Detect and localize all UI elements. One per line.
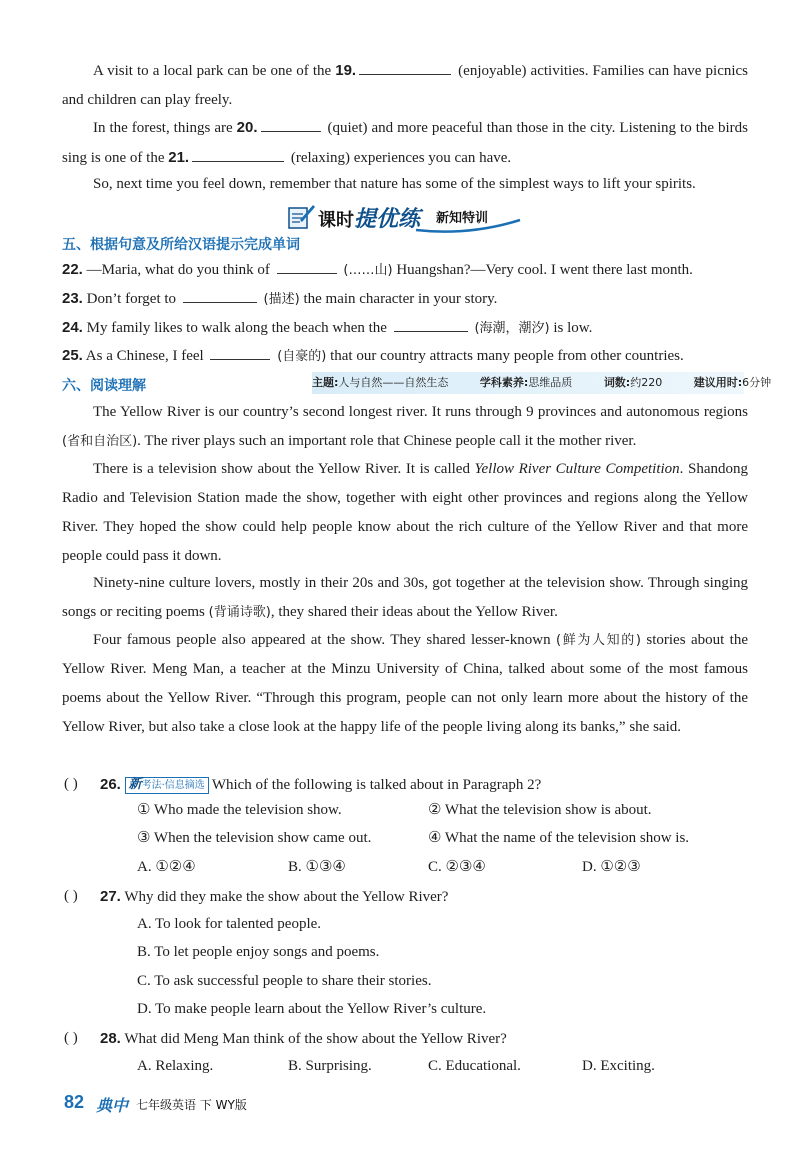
info-label: 主题:	[312, 376, 339, 389]
info-label: 建议用时:	[693, 376, 743, 389]
info-literacy	[480, 376, 586, 389]
answer-blank-19[interactable]	[359, 59, 451, 75]
question-number: 22.	[62, 261, 83, 278]
question-number: 24.	[62, 319, 83, 336]
tag-text: 考法·信息摘选	[141, 780, 205, 792]
option-28-b[interactable]: B. Surprising.	[288, 1058, 372, 1074]
banner-subtitle: 新知特训	[436, 211, 489, 226]
text: As a Chinese, I feel	[85, 348, 204, 364]
question-number: 26.	[100, 776, 121, 793]
text: My family likes to walk along the beach when the	[86, 320, 387, 336]
section-banner	[286, 200, 518, 232]
info-time	[694, 376, 785, 389]
answer-blank-21[interactable]	[192, 146, 284, 162]
show-title: Yellow River Culture Competition	[474, 461, 680, 477]
text: that our country attracts many people from other countries.	[330, 348, 684, 364]
chinese-hint: (……山)	[343, 263, 393, 278]
text: (enjoyable) activities. Families can have picnics and children can play freely.	[62, 63, 749, 108]
text: In the forest, things are	[93, 120, 233, 136]
option-28-a[interactable]: A. Relaxing.	[137, 1058, 214, 1074]
option-28-c[interactable]: C. Educational.	[428, 1058, 521, 1074]
info-theme	[312, 376, 462, 389]
text: the main character in your story.	[303, 291, 498, 307]
text: stories about the Yellow River. Meng Man, a teacher at the Minzu University of China, talked about some of the most famous poems about the Yellow River. “Through this program, people can not only learn more about the history of the Yellow River, but also take a close look at the happy life of the people living along its banks,” she said.	[62, 632, 748, 735]
chinese-hint: (海潮，潮汐)	[474, 321, 550, 336]
text: The Yellow River is our country’s second longest river. It runs through 9 provinces and autonomous regions	[93, 404, 748, 420]
text: is low.	[553, 320, 593, 336]
footer-book-title: 七年级英语 下 WY版	[136, 1098, 247, 1112]
text: A visit to a local park can be one of the	[93, 63, 332, 79]
question-number: 19.	[335, 62, 357, 79]
question-number: 21.	[168, 149, 190, 166]
statement-4: ④ What the name of the television show is.	[428, 830, 690, 846]
info-value: 人与自然——自然生态	[338, 376, 449, 389]
question-number: 28.	[100, 1030, 121, 1047]
fill-item-23	[62, 284, 748, 314]
publisher-logo: 典中	[96, 1096, 129, 1115]
question-text: What did Meng Man think of the show about the Yellow River?	[124, 1031, 507, 1047]
question-number: 27.	[100, 888, 121, 905]
question-text: Which of the following is talked about in Paragraph 2?	[211, 777, 542, 793]
statement-1: ① Who made the television show.	[137, 802, 342, 818]
text: (quiet) and more peaceful than those in the city. Listening to the birds sing is one of the	[62, 120, 749, 166]
info-label: 词数:	[603, 376, 631, 389]
info-value: 6分钟	[742, 376, 772, 389]
chinese-hint: (描述)	[263, 292, 300, 307]
fill-item-25	[62, 341, 748, 371]
text: Huangshan?—Very cool. I went there last month.	[396, 262, 693, 278]
answer-blank-20[interactable]	[261, 116, 321, 132]
pencil-book-icon	[286, 202, 316, 230]
fill-item-22	[62, 255, 748, 285]
text: Don’t forget to	[86, 291, 177, 307]
option-26-d[interactable]: D. ①②③	[582, 859, 641, 875]
paragraph-forest	[62, 113, 748, 173]
text: . Shandong Radio and Television Station made the show, together with eight other provinces and regions along the Yellow River. They hoped the show could help people know about the rich culture of the Yellow River and that more people could pass it down.	[62, 461, 748, 564]
reading-paragraph-1	[62, 398, 748, 456]
option-26-c[interactable]: C. ②③④	[428, 859, 486, 875]
chinese-gloss: (鲜为人知的)	[556, 633, 641, 648]
question-28	[100, 1024, 760, 1054]
text: , they shared their ideas about the Yellow River.	[270, 604, 558, 620]
paragraph-park	[62, 56, 748, 115]
info-value: 约220	[630, 376, 663, 389]
reading-info-bar	[312, 372, 772, 394]
question-number: 23.	[62, 290, 83, 307]
text: Ninety-nine culture lovers, mostly in their 20s and 30s, got together at the television show. Through singing songs or reciting poems	[62, 575, 748, 620]
reading-paragraph-2	[62, 455, 748, 571]
new-method-tag	[125, 777, 209, 794]
banner-title	[318, 202, 420, 233]
answer-blank-23[interactable]	[183, 287, 257, 303]
tag-new: 新	[128, 777, 142, 793]
reading-paragraph-3	[62, 569, 748, 627]
banner-title-part2: 提优练	[354, 207, 421, 232]
text: There is a television show about the Yellow River. It is called	[93, 461, 470, 477]
option-26-b[interactable]: B. ①③④	[288, 859, 346, 875]
question-number: 25.	[62, 347, 83, 364]
statement-2: ② What the television show is about.	[428, 802, 652, 818]
chinese-gloss: (背诵诗歌)	[208, 605, 271, 620]
text: Four famous people also appeared at the show. They shared lesser-known	[93, 632, 551, 648]
reading-paragraph-4	[62, 626, 748, 742]
question-27	[100, 882, 760, 912]
banner-title-part1: 课时	[318, 210, 354, 231]
info-words	[604, 376, 676, 389]
option-28-d[interactable]: D. Exciting.	[582, 1058, 655, 1074]
paragraph-conclusion: So, next time you feel down, remember that nature has some of the simplest ways to lift your spirits.	[93, 176, 696, 192]
text: —Maria, what do you think of	[86, 262, 270, 278]
section-title-5: 五、根据句意及所给汉语提示完成单词	[62, 237, 300, 253]
option-27-c[interactable]: C. To ask successful people to share their stories.	[137, 973, 432, 989]
answer-blank-24[interactable]	[394, 316, 468, 332]
text: . The river plays such an important role that Chinese people call it the mother river.	[137, 433, 637, 449]
option-27-a[interactable]: A. To look for talented people.	[137, 916, 322, 932]
info-label: 学科素养:	[479, 376, 529, 389]
statement-3: ③ When the television show came out.	[137, 830, 372, 846]
chinese-gloss: (省和自治区)	[62, 434, 138, 449]
text: (relaxing) experiences you can have.	[290, 150, 512, 166]
option-27-d[interactable]: D. To make people learn about the Yellow River’s culture.	[137, 1001, 487, 1017]
answer-bracket-28[interactable]: ( )	[64, 1030, 78, 1046]
question-text: Why did they make the show about the Yellow River?	[124, 889, 449, 905]
answer-bracket-26[interactable]: ( )	[64, 776, 78, 792]
answer-blank-25[interactable]	[210, 344, 270, 360]
answer-blank-22[interactable]	[277, 258, 337, 274]
answer-bracket-27[interactable]: ( )	[64, 888, 78, 904]
section-title-6: 六、阅读理解	[62, 378, 146, 394]
question-number: 20.	[236, 119, 258, 136]
option-27-b[interactable]: B. To let people enjoy songs and poems.	[137, 944, 380, 960]
page-number: 82	[64, 1092, 85, 1112]
option-26-a[interactable]: A. ①②④	[137, 859, 196, 875]
chinese-hint: (自豪的)	[277, 349, 327, 364]
fill-item-24	[62, 313, 748, 343]
info-value: 思维品质	[528, 376, 573, 389]
